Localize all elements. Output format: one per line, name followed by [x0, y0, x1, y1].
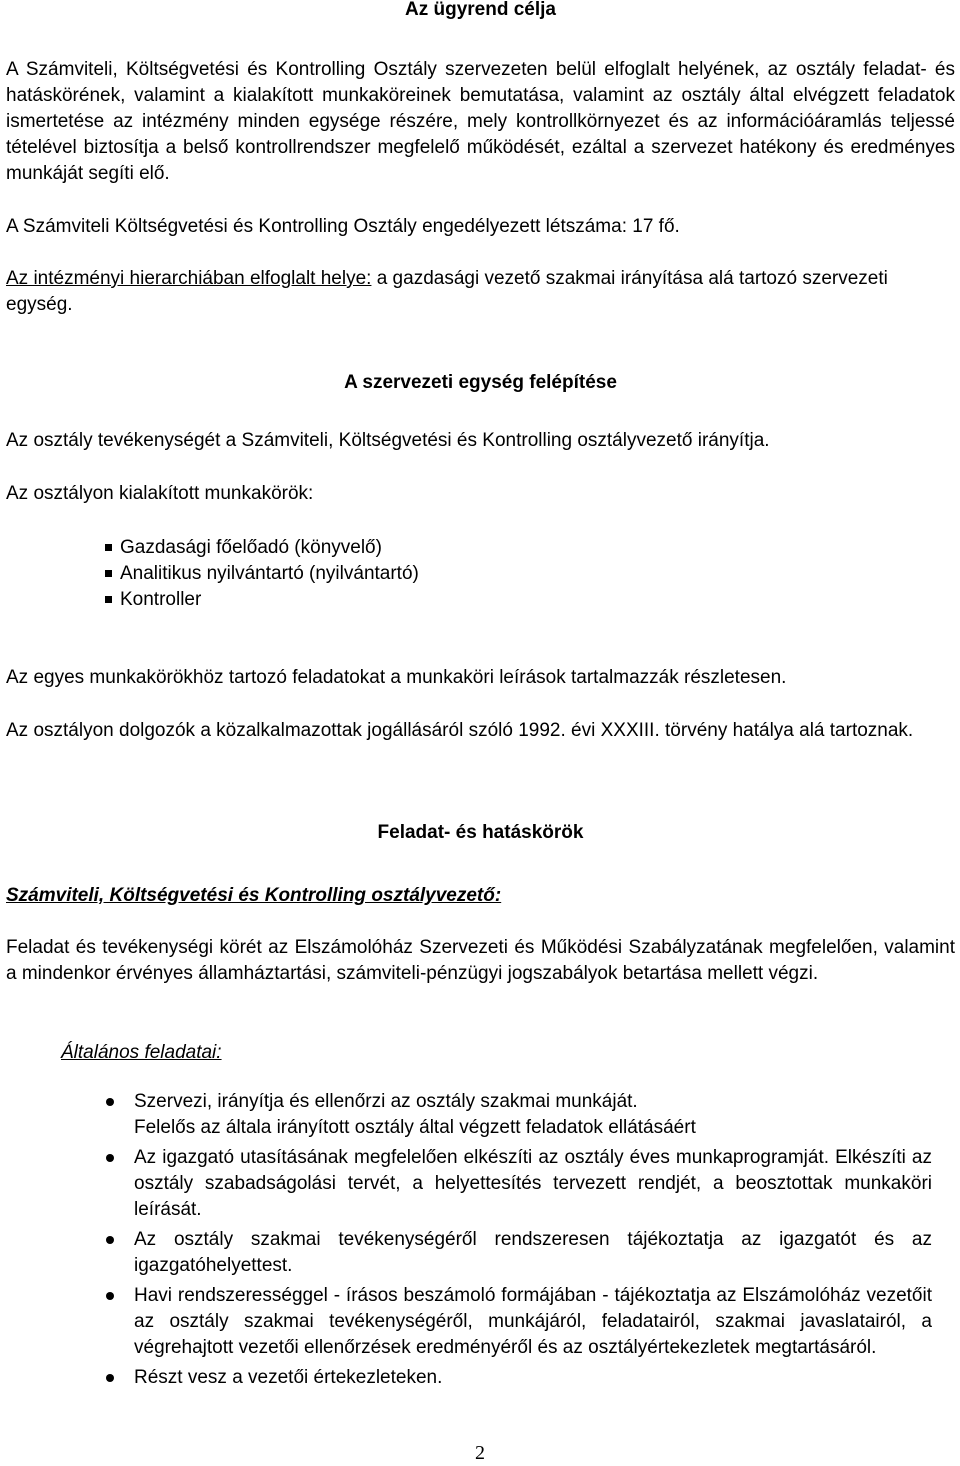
list-item: Felelős az általa irányított osztály által végzett feladatok ellátásáért: [134, 1117, 696, 1138]
list-item: Az osztály szakmai tevékenységéről rendszeresen tájékoztatja az igazgatót és az igazgatóhelyettest.: [106, 1227, 932, 1279]
square-bullet-icon: [105, 544, 112, 551]
list-item: Szervezi, irányítja és ellenőrzi az osztály szakmai munkáját.: [106, 1089, 932, 1115]
general-tasks-list: [106, 1089, 932, 1391]
square-bullet-icon: [105, 596, 112, 603]
list-item: Az igazgató utasításának megfelelően elkészíti az osztály éves munkaprogramját. Elkészíti az osztály szabadságolási tervét, a helyettesítés tervezett rendjét, a beosztottak munkaköri leírását.: [106, 1145, 932, 1223]
intro-paragraph: A Számviteli, Költségvetési és Kontrolling Osztály szervezeten belül elfoglalt helyének, az osztály feladat- és hatáskörének, valamint a kialakított munkaköreinek bemutatása, valamint az osztály által elvégzett feladatok ismertetése az intézmény minden egysége részére, mely kontrollkörnyezet és az információáramlás teljessé tételével biztosítja a belső kontrollrendszer megfelelő működését, ezáltal a szervezet hatékony és eredményes munkáját segíti elő.: [6, 59, 955, 184]
bullet-icon: [106, 1154, 114, 1162]
page-number: 2: [475, 1442, 485, 1464]
list-item: Havi rendszerességgel - írásos beszámoló formájában - tájékoztatja az Elszámolóház vezetőit az osztály szakmai tevékenységéről, munkájáról, feladatairól, szakmai javaslatairól, a végrehajtott vezetői ellenőrzések eredményéről és az osztályértekezletek megtartásáról.: [106, 1283, 932, 1361]
tasks-heading: Feladat- és hatáskörök: [377, 822, 584, 843]
roles-intro: Az osztályon kialakított munkakörök:: [6, 483, 314, 504]
square-bullet-icon: [105, 570, 112, 577]
lead-paragraph: Az osztály tevékenységét a Számviteli, Költségvetési és Kontrolling osztályvezető irányítja.: [6, 430, 770, 451]
headcount-paragraph: A Számviteli Költségvetési és Kontrolling Osztály engedélyezett létszáma: 17 fő.: [6, 216, 680, 237]
hierarchy-text: a gazdasági vezető szakmai irányítása alá tartozó szervezeti egység.: [6, 268, 888, 315]
bullet-icon: [106, 1292, 114, 1300]
bullet-icon: [106, 1236, 114, 1244]
law-paragraph: Az osztályon dolgozók a közalkalmazottak jogállásáról szóló 1992. évi XXXIII. törvény hatálya alá tartoznak.: [6, 720, 914, 741]
main-heading: Az ügyrend célja: [405, 0, 556, 20]
job-description-paragraph: Az egyes munkakörökhöz tartozó feladatokat a munkaköri leírások tartalmazzák részletesen.: [6, 667, 787, 688]
hierarchy-paragraph: [6, 266, 955, 318]
roles-list: [104, 535, 419, 613]
list-item: Részt vesz a vezetői értekezleteken.: [106, 1365, 932, 1391]
general-tasks-title: Általános feladatai:: [61, 1042, 222, 1063]
list-item: Kontroller: [104, 587, 419, 613]
bullet-icon: [106, 1374, 114, 1382]
structure-heading: A szervezeti egység felépítése: [344, 372, 617, 393]
list-item: Analitikus nyilvántartó (nyilvántartó): [104, 561, 419, 587]
list-item: Gazdasági főelőadó (könyvelő): [104, 535, 419, 561]
head-role-paragraph: Feladat és tevékenységi körét az Elszámolóház Szervezeti és Működési Szabályzatának megfelelően, valamint a mindenkor érvényes államháztartási, számviteli-pénzügyi jogszabályok betartása mellett végzi.: [6, 937, 955, 984]
hierarchy-label: Az intézményi hierarchiában elfoglalt helye:: [6, 268, 372, 289]
bullet-icon: [106, 1098, 114, 1106]
head-role-title: Számviteli, Költségvetési és Kontrolling osztályvezető:: [6, 885, 502, 906]
